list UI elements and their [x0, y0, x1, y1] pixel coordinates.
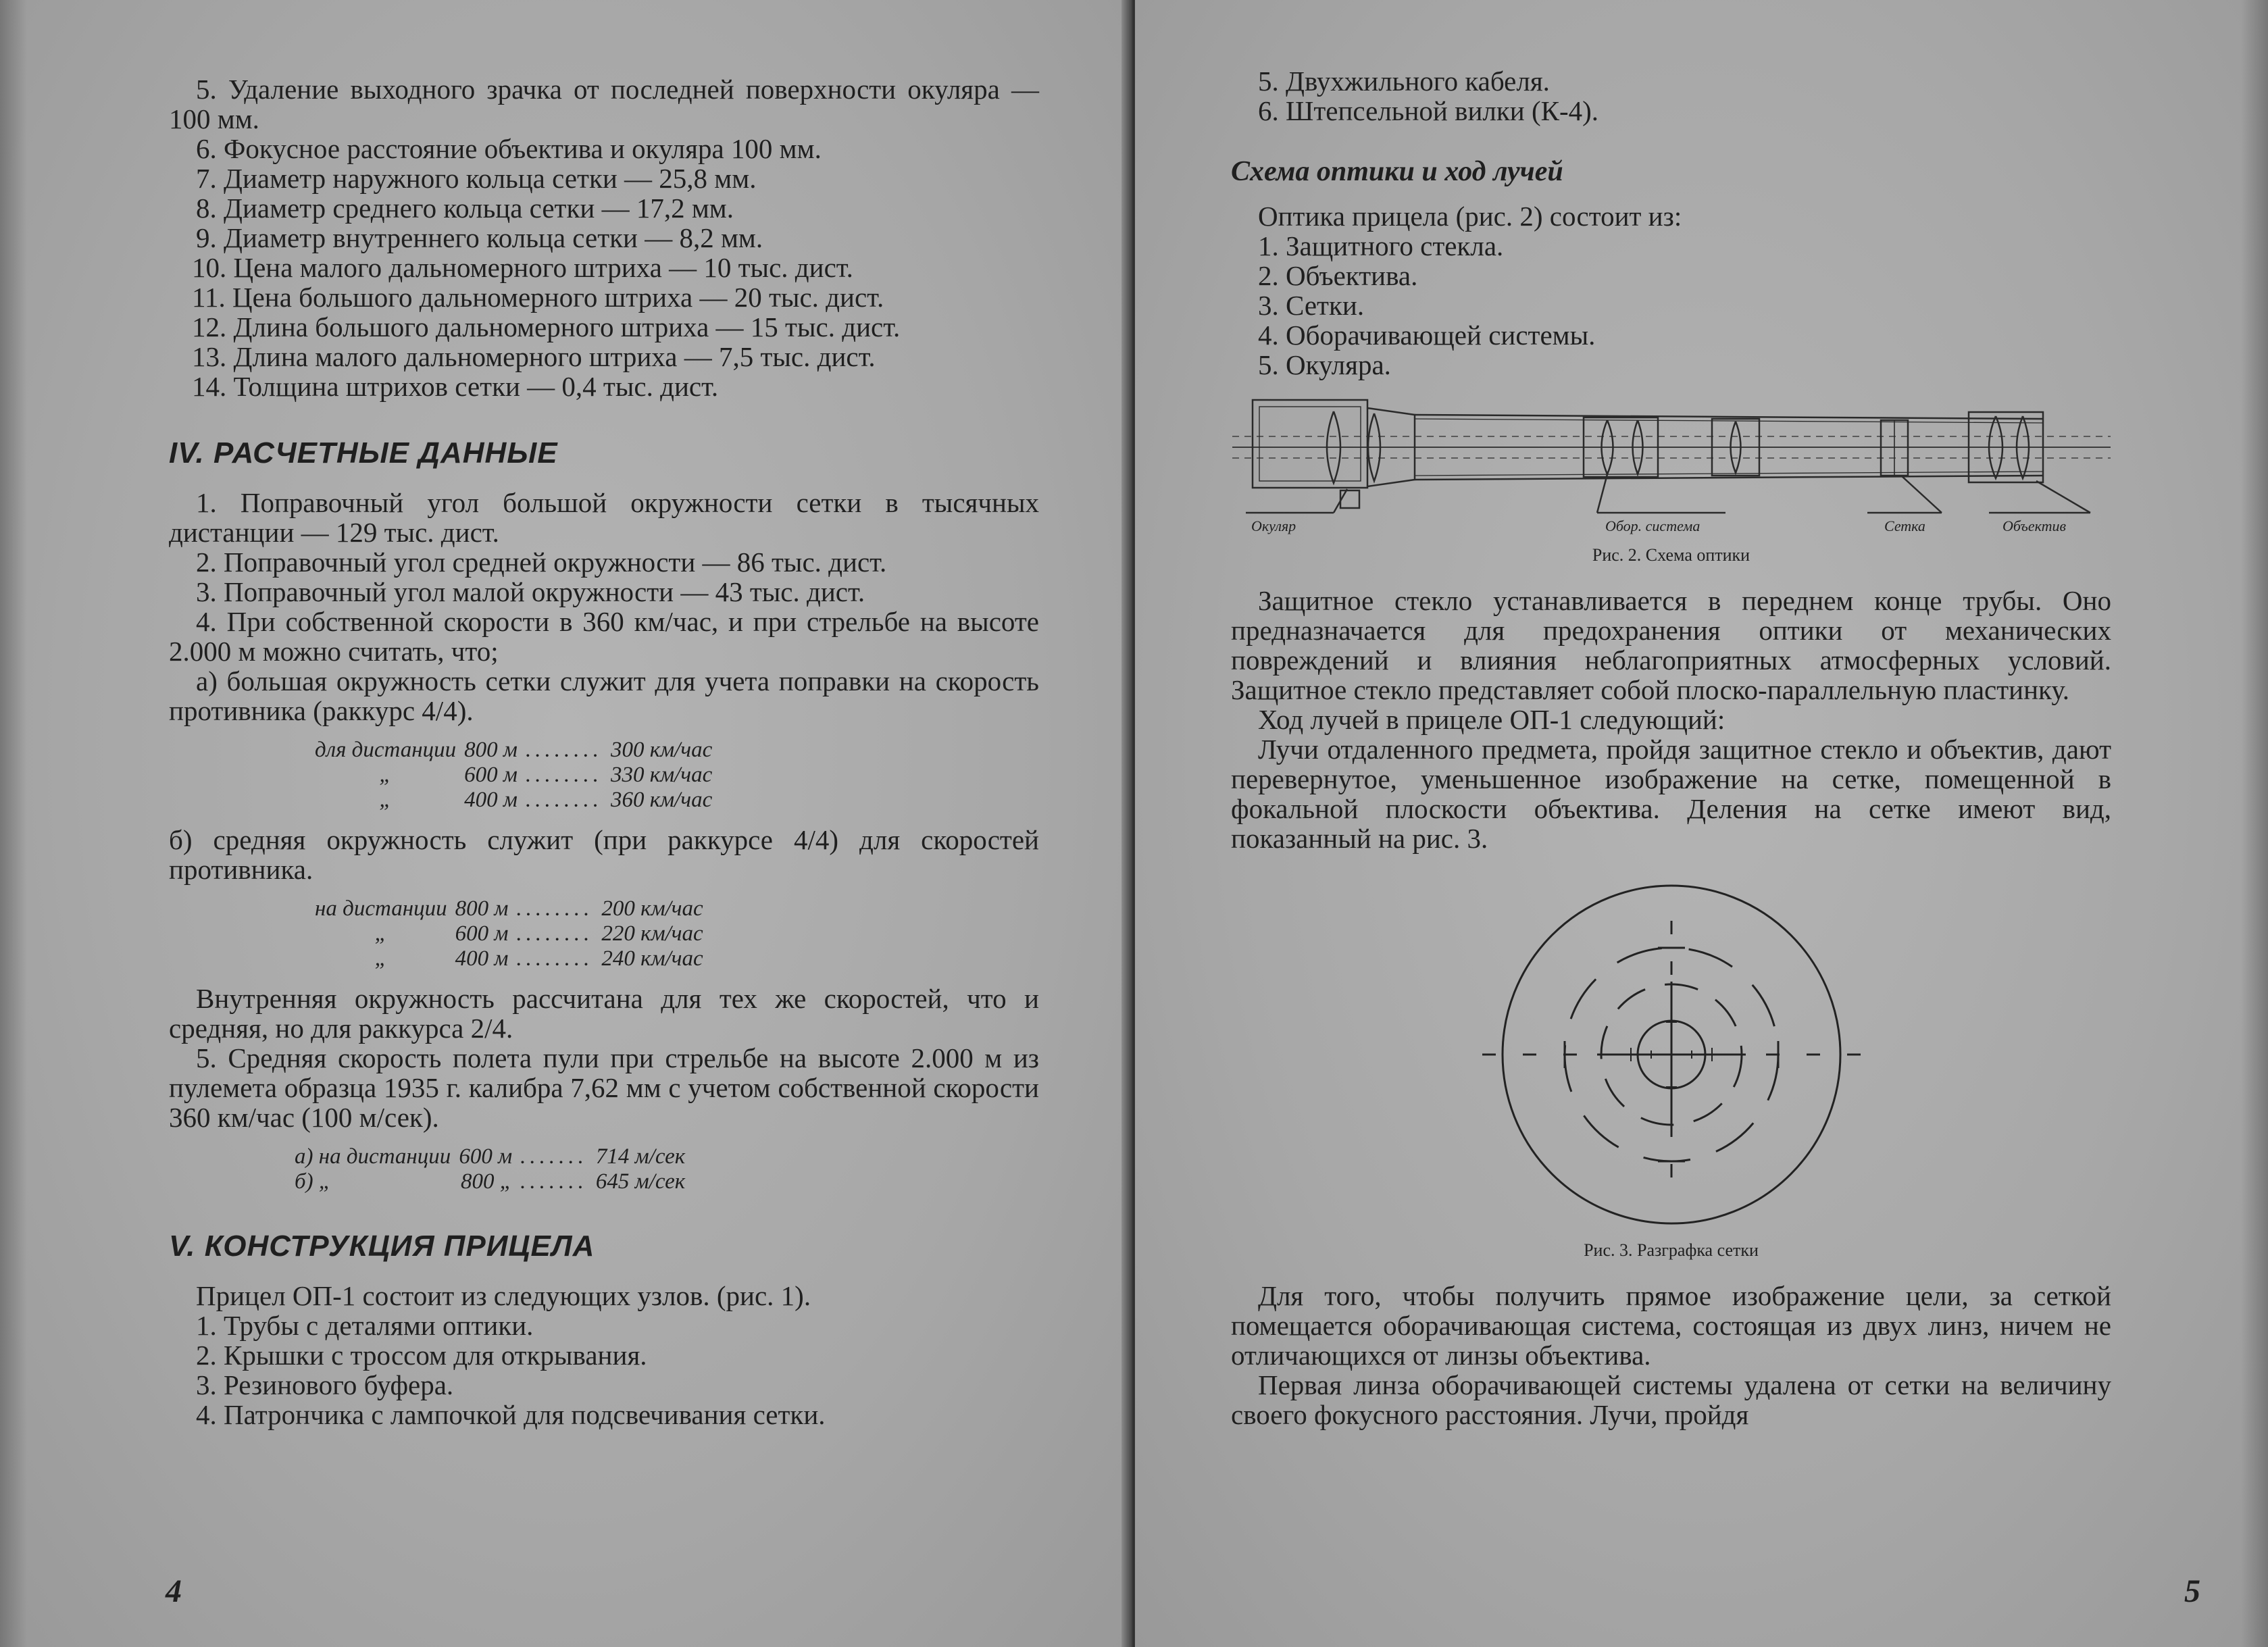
table-cell: 600 м [455, 921, 509, 946]
table-cell: 330 км/час [610, 763, 713, 787]
table-cell: 600 м [459, 1144, 513, 1169]
section-5-heading: V. КОНСТРУКЦИЯ ПРИЦЕЛА [169, 1230, 595, 1263]
table-row [311, 763, 716, 788]
spec-item-7: 7. Диаметр наружного кольца сетки — 25,8 мм. [196, 163, 757, 194]
table-cell: ........ [516, 946, 594, 971]
table-cell: ........ [525, 788, 603, 812]
figure-3-reticle [1231, 880, 2111, 1235]
page-number: 4 [166, 1573, 182, 1609]
label-reticle: Сетка [1884, 517, 1925, 534]
table-cell: 400 м [455, 946, 509, 971]
s5-item-3: 3. Резинового буфера. [196, 1369, 454, 1400]
optics-item: 1. Защитного стекла. [1258, 230, 1504, 261]
spec-item-11: 11. Цена большого дальномерного штриха — 20 тыс. дист. [192, 282, 884, 313]
spec-list [169, 74, 1039, 401]
figure-3-caption: Рис. 3. Разграфка сетки [1584, 1240, 1759, 1260]
spec-item-14: 14. Толщина штрихов сетки — 0,4 тыс. дист. [192, 371, 719, 402]
spec-item-12: 12. Длина большого дальномерного штриха — 15 тыс. дист. [192, 311, 901, 343]
protective-glass-paragraph: Защитное стекло устанавливается в переднем конце трубы. Оно предназначается для предохранения оптики от механических повреждений и влияния неблагоприятных атмосферных условий. Защитное стекло представляет собой плоско-параллельную пластинку. [1231, 585, 2111, 705]
spec-item-8: 8. Диаметр среднего кольца сетки — 17,2 мм. [196, 193, 734, 224]
optics-item: 3. Сетки. [1258, 290, 1365, 321]
table-cell: а) на дистанции [295, 1144, 451, 1169]
table-cell: б) „ [295, 1169, 332, 1194]
list-item: 6. Штепсельной вилки (К-4). [1258, 95, 1599, 126]
table-cell: для дистанции [315, 738, 457, 762]
s4-paragraph-a: а) большая окружность сетки служит для учета поправки на скорость противника (раккурс 4/4). [169, 665, 1039, 726]
section-4-heading: IV. РАСЧЕТНЫЕ ДАННЫЕ [169, 436, 558, 470]
table-row [311, 896, 707, 921]
s4-paragraph-b: б) средняя окружность служит (при раккурсе 4/4) для скоростей противника. [169, 824, 1039, 885]
s4-paragraph-3: 3. Поправочный угол малой окружности — 43 тыс. дист. [196, 576, 865, 607]
table-row [311, 921, 707, 946]
table-cell: 645 м/сек [595, 1169, 686, 1194]
s4-inner-ring-paragraph: Внутренняя окружность рассчитана для тех же скоростей, что и средняя, но для раккурса 2/4. [169, 983, 1039, 1044]
table-cell: 714 м/сек [595, 1144, 686, 1169]
table-cell: ........ [525, 763, 603, 787]
table-cell: 600 м [464, 763, 518, 787]
table-cell: 240 км/час [601, 946, 703, 971]
bullet-speed-table [291, 1144, 689, 1194]
spec-item-5: 5. Удаление выходного зрачка от последней поверхности окуляра — 100 мм. [169, 74, 1039, 134]
table-cell: 360 км/час [610, 788, 713, 812]
s4-paragraph-2: 2. Поправочный угол средней окружности — 86 тыс. дист. [196, 547, 887, 578]
spec-item-13: 13. Длина малого дальномерного штриха — 7,5 тыс. дист. [192, 341, 876, 372]
table-row [311, 788, 716, 813]
table-cell: на дистанции [315, 896, 447, 921]
speed-table-middle-ring [311, 896, 707, 971]
table-cell: ....... [520, 1169, 588, 1194]
table-cell: 300 км/час [610, 738, 713, 762]
spec-item-10: 10. Цена малого дальномерного штриха — 10 тыс. дист. [192, 252, 853, 283]
table-cell: „ [379, 763, 392, 787]
optics-item: 4. Оборачивающей системы. [1258, 320, 1596, 351]
left-page [0, 0, 1127, 1647]
table-cell: ........ [516, 921, 594, 946]
ray-path-heading: Ход лучей в прицеле ОП-1 следующий: [1258, 704, 1725, 735]
list-item: 5. Двухжильного кабеля. [1258, 66, 1550, 97]
ray-path-paragraph: Лучи отдаленного предмета, пройдя защитное стекло и объектив, дают перевернутое, уменьшенное изображение на сетке, помещенной в фокальной плоскости объектива. Деления на сетке имеют вид, показанный на рис. 3. [1231, 734, 2111, 854]
optics-item: 5. Окуляра. [1258, 349, 1391, 380]
optics-item: 2. Объектива. [1258, 260, 1418, 291]
table-cell: 400 м [464, 788, 518, 812]
page-edge-shadow [2241, 0, 2268, 1647]
s5-item-1: 1. Трубы с деталями оптики. [196, 1310, 534, 1341]
reticle-drawing [1469, 880, 1874, 1232]
table-row [311, 946, 707, 971]
label-eyepiece: Окуляр [1251, 517, 1296, 534]
s5-item-4: 4. Патрончика с лампочкой для подсвечивания сетки. [196, 1399, 826, 1430]
right-page [1135, 0, 2268, 1647]
first-lens-paragraph: Первая линза оборачивающей системы удалена от сетки на величину своего фокусного расстояния. Лучи, пройдя [1231, 1369, 2111, 1430]
optics-heading: Схема оптики и ход лучей [1231, 156, 1563, 187]
table-cell: ....... [520, 1144, 588, 1169]
page-edge-shadow [0, 0, 27, 1647]
table-cell: 800 м [455, 896, 509, 921]
erecting-system-paragraph: Для того, чтобы получить прямое изображение цели, за сеткой помещается оборачивающая система, состоящая из двух линз, ничем не отличающихся от линзы объектива. [1231, 1280, 2111, 1371]
table-cell: 220 км/час [601, 921, 703, 946]
table-cell: ........ [516, 896, 594, 921]
table-row [291, 1144, 689, 1169]
spec-item-6: 6. Фокусное расстояние объектива и окуляра 100 мм. [196, 133, 822, 164]
s5-item-2: 2. Крышки с троссом для открывания. [196, 1340, 647, 1371]
spec-item-9: 9. Диаметр внутреннего кольца сетки — 8,2 мм. [196, 222, 763, 253]
optics-intro: Оптика прицела (рис. 2) состоит из: [1258, 201, 1682, 232]
table-cell: „ [374, 921, 387, 946]
table-cell: 800 „ [461, 1169, 513, 1194]
table-cell: 800 м [464, 738, 518, 762]
page-number: 5 [2184, 1573, 2200, 1609]
s4-paragraph-5: 5. Средняя скорость полета пули при стрельбе на высоте 2.000 м из пулемета образца 1935 г. калибра 7,62 мм с учетом собственной скорости 360 км/час (100 м/сек). [169, 1042, 1039, 1133]
s4-paragraph-1: 1. Поправочный угол большой окружности сетки в тысячных дистанции — 129 тыс. дист. [169, 487, 1039, 548]
table-cell: ........ [525, 738, 603, 762]
label-objective: Объектив [2002, 517, 2066, 534]
table-cell: 200 км/час [601, 896, 703, 921]
figure-2-caption: Рис. 2. Схема оптики [1592, 545, 1750, 565]
table-row [311, 738, 716, 763]
speed-table-large-ring [311, 738, 716, 813]
table-cell: „ [379, 788, 392, 812]
label-erecting-system: Обор. система [1605, 517, 1700, 534]
table-cell: „ [374, 946, 387, 971]
table-row [291, 1169, 689, 1194]
s4-paragraph-4: 4. При собственной скорости в 360 км/час, и при стрельбе на высоте 2.000 м можно считать, что; [169, 606, 1039, 667]
figure-2-optics-diagram [1231, 395, 2111, 540]
optics-schematic [1232, 395, 2111, 536]
s5-intro: Прицел ОП-1 состоит из следующих узлов. (рис. 1). [196, 1280, 811, 1311]
